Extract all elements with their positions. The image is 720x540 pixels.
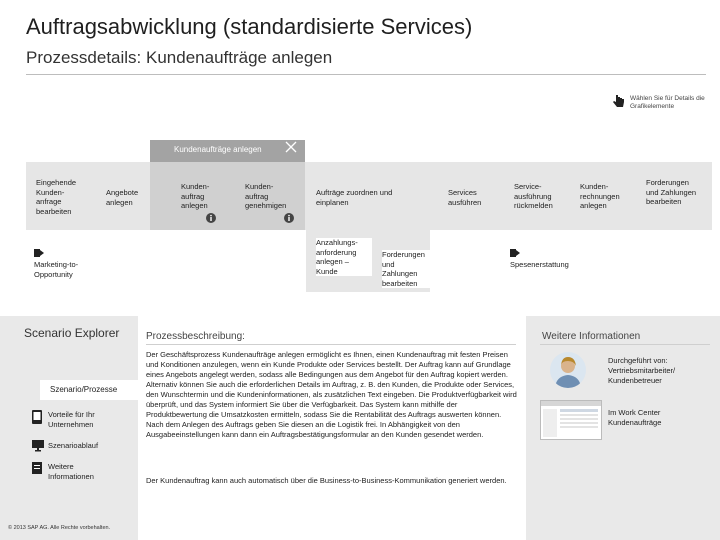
info-icon[interactable] [284, 213, 294, 223]
description-divider [146, 344, 516, 345]
step-kundenauftrag-anlegen[interactable]: Kunden-auftrag anlegen [181, 182, 210, 210]
description-paragraph-1: Der Geschäftsprozess Kundenaufträge anlegen ermöglicht es Ihnen, einen Kundenauftrag mit festen Preisen und Konditionen anzulegen, wenn ein Kunde Produkte oder Services bestellt. Der Auftrag kann auf Grundlage eines Angebots angelegt werden, sodass alle Bedingungen aus dem Angebot für den Auftrag kopiert werden. Alternativ können Sie auch die erforderlichen Details im Auftrag, z. B. den Kunden, die Produkte oder Services, den Wunschtermin und die Kundeninformationen, als zusätzlichen Text eingeben. Die Produktverfügbarkeit wird überprüft, und das System informiert Sie über die Verfügbarkeit. Das System kann mithilfe der Produktbewertung die Umsatzkosten ermitteln, sodass Sie die Rentabilität des Auftrags auswerten können. Nach dem Anlegen des Auftrags geben Sie diesen an die Logistik frei. In Abhängigkeit von den Ausgabeeinstellungen kann dann ein Auftragsbestätigungsformular an den Kunden gesendet werden. [146, 350, 517, 439]
benefits-icon[interactable] [32, 410, 42, 424]
performed-by-label: Durchgeführt von: [608, 356, 668, 365]
page-title: Auftragsabwicklung (standardisierte Services) [26, 14, 473, 39]
hint-text: Wählen Sie für Details die Grafikelemente [630, 95, 705, 110]
step-kundenrechnungen-anlegen[interactable]: Kunden-rechnungen anlegen [580, 182, 620, 210]
scenario-explorer-title: Scenario Explorer [24, 326, 120, 340]
performed-by-value: Vertriebsmitarbeiter/ Kundenbetreuer [608, 366, 676, 385]
step-serviceausfuehrung-rueckmelden[interactable]: Service-ausführung rückmelden [514, 182, 553, 210]
more-info-divider [540, 344, 710, 345]
scenario-link-icon[interactable] [510, 248, 520, 258]
description-paragraph-2: Der Kundenauftrag kann auch automatisch über die Business-to-Business-Kommunikation generiert werden. [146, 476, 507, 485]
nav-vorteile[interactable]: Vorteile für Ihr Unternehmen [48, 410, 95, 429]
more-info-heading: Weitere Informationen [542, 331, 641, 342]
link-spesenerstattung[interactable]: Spesenerstattung [510, 260, 569, 269]
step-eingehende-kundenanfrage[interactable]: Eingehende Kunden-anfrage bearbeiten [36, 178, 77, 216]
nav-szenarioablauf[interactable]: Szenarioablauf [48, 441, 99, 450]
hand-pointer-icon [612, 94, 626, 108]
avatar [550, 352, 586, 388]
page-subtitle: Prozessdetails: Kundenaufträge anlegen [26, 48, 333, 67]
nav-weitere-informationen[interactable]: Weitere Informationen [48, 462, 94, 481]
copyright: © 2013 SAP AG. Alle Rechte vorbehalten. [8, 525, 111, 531]
work-center-label: Im Work Center [608, 408, 661, 417]
zoomed-step-label: Kundenaufträge anlegen [174, 145, 262, 154]
flow-screen-icon[interactable] [32, 440, 44, 452]
link-marketing-to-opportunity[interactable]: Marketing-to-Opportunity [34, 260, 79, 279]
scenario-process-label: Szenario/Prozesse [50, 385, 118, 394]
work-center-value: Kundenaufträge [608, 418, 662, 427]
step-forderungen-zahlungen-top[interactable]: Forderungen und Zahlungen bearbeiten [646, 178, 697, 206]
step-anzahlungsanforderung[interactable]: Anzahlungs-anforderung anlegen – Kunde [316, 238, 372, 276]
close-icon[interactable] [284, 140, 298, 154]
step-forderungen-zahlungen-bottom[interactable]: Forderungen und Zahlungen bearbeiten [382, 250, 432, 288]
person-icon [550, 352, 586, 388]
step-angebote-anlegen[interactable]: Angebote anlegen [106, 188, 139, 207]
info-icon[interactable] [206, 213, 216, 223]
scenario-link-icon[interactable] [34, 248, 44, 258]
step-auftraege-zuordnen[interactable]: Aufträge zuordnen und einplanen [316, 188, 393, 207]
work-center-screenshot-thumbnail[interactable] [540, 400, 602, 440]
step-kundenauftrag-genehmigen[interactable]: Kunden-auftrag genehmigen [245, 182, 287, 210]
info-document-icon[interactable] [32, 462, 42, 474]
header-divider [26, 74, 706, 75]
step-services-ausfuehren[interactable]: Services ausführen [448, 188, 482, 207]
screenshot-icon [541, 401, 601, 439]
description-heading: Prozessbeschreibung: [146, 331, 245, 342]
